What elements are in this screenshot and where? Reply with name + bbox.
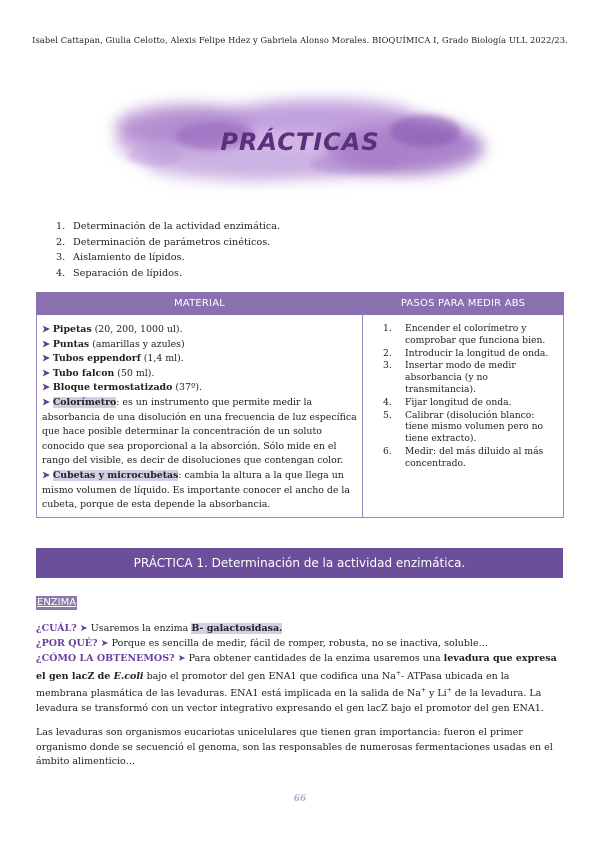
- material-item: ➤ Tubo falcon (50 ml).: [42, 367, 155, 379]
- material-item: ➤ Puntas (amarillas y azules): [42, 338, 185, 350]
- list-item: 4. Separación de lípidos.: [56, 267, 183, 279]
- como-paragraph: ¿CÓMO LA OBTENEMOS? ➤ Para obtener cantidades de la enzima usaremos una levadura que expresa el gen lacZ de E.coli bajo el promotor del gen ENA1 que codifica una Na+- ATPasa ubicada en la membrana plasmática de las levaduras. ENA1 está implicada en la salida de Na+ y Li+ de la levadura. La levadura se transformó con un vector integrativo expresando el gen lacZ bajo el promotor del gen ENA1.: [36, 653, 557, 715]
- material-item: ➤ Tubos eppendorf (1,4 ml).: [42, 353, 184, 365]
- list-item: 3. Aislamiento de lípidos.: [56, 252, 185, 263]
- practice-list: [56, 219, 280, 281]
- page-title: PRÁCTICAS: [220, 128, 380, 156]
- levaduras-paragraph: Las levaduras son organismos eucariotas unicelulares que tienen gran importancia: fueron el primer organismo donde se secuenció el genoma, son las responsables de numerosas fermentaciones usadas en el ámbito alimenticio…: [36, 727, 553, 768]
- material-table: [36, 292, 564, 518]
- list-item: 2. Introducir la longitud de onda.: [383, 347, 549, 359]
- section-heading: PRÁCTICA 1. Determinación de la actividad enzimática.: [36, 548, 563, 578]
- material-item: ➤ Pipetas (20, 200, 1000 ul).: [42, 324, 183, 335]
- material-item: ➤ Bloque termostatizado (37º).: [42, 382, 202, 394]
- material-cell: [37, 315, 363, 518]
- material-header: MATERIAL: [37, 293, 363, 315]
- list-item: 6. Medir: del más diluido al más concentrado.: [383, 445, 544, 469]
- list-item: 3. Insertar modo de medir absorbancia (y no transmitancia).: [383, 360, 516, 395]
- list-item: 1. Determinación de la actividad enzimática.: [56, 221, 281, 232]
- list-item: 2. Determinación de parámetros cinéticos.: [56, 236, 271, 248]
- running-header: Isabel Cattapan, Giulia Celotto, Alexis Felipe Hdez y Gabriela Alonso Morales. BIOQUÍMICA I, Grado Biología ULL 2022/23.: [32, 35, 568, 45]
- page-number: 66: [293, 794, 307, 804]
- list-item: 4. Fijar longitud de onda.: [383, 396, 512, 408]
- material-item: ➤ Colorímetro: es un instrumento que permite medir la absorbancia de una disolución en una frecuencia de luz específica que hace posible determinar la concentración de un soluto conocido que sea proporcional a la absorción. Sólo mide en el rango del visible, es decir de disoluciones que contengan color.: [42, 396, 357, 467]
- list-item: 1. Encender el colorímetro y comprobar que funciona bien.: [383, 323, 546, 346]
- list-item: 5. Calibrar (disolución blanco: tiene mismo volumen pero no tiene extracto).: [383, 409, 544, 445]
- enzima-label: ENZIMA: [37, 597, 77, 608]
- cual-line: ¿CUÁL? ➤ Usaremos la enzima B- galactosidasa.: [36, 623, 283, 634]
- pasos-header: PASOS PARA MEDIR ABS: [363, 293, 564, 315]
- material-item: ➤ Cubetas y microcubetas: cambia la altura a la que llega un mismo volumen de líquido. Es importante conocer el ancho de la cubeta, porque de esta depende la absorbancia.: [42, 469, 351, 511]
- pasos-cell: [363, 315, 564, 518]
- porque-line: ¿POR QUÉ? ➤ Porque es sencilla de medir, fácil de romper, robusta, no se inactiva, soluble…: [36, 638, 489, 649]
